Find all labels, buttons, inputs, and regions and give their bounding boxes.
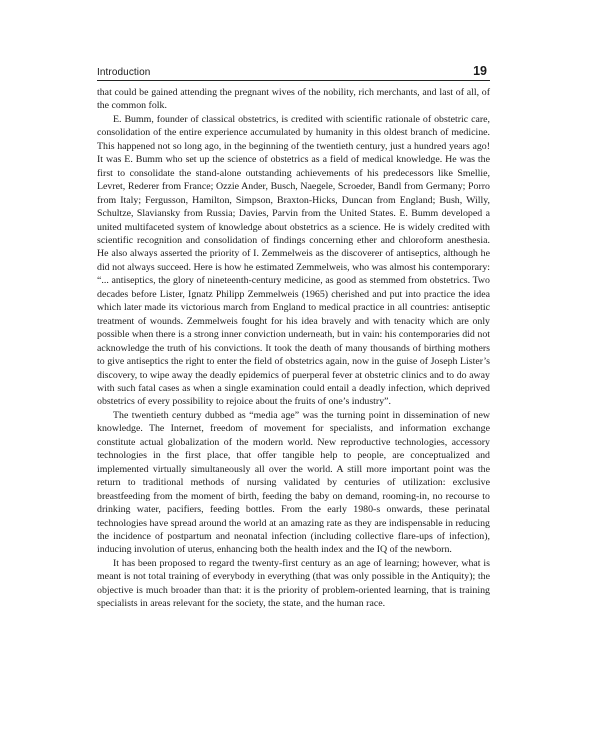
paragraph-continued: that could be gained attending the pregnant wives of the nobility, rich merchants, and last of all, of the common folk. bbox=[97, 87, 490, 112]
paragraph-media-age: The twentieth century dubbed as “media age” was the turning point in dissemination of new knowledge. The Internet, freedom of movement for specialists, and information exchange constitute actual globalization of the modern world. New reproductive technologies, accessory technologies in the first place, that offer tangible help to people, are conceptualized and implemented virtually simultaneously all over the world. A still more important point was the return to traditional methods of nursing validated by centuries of utilization: exclusive breastfeeding from the moment of birth, feeding the baby on demand, rooming-in, no recourse to drinking water, pacifiers, feeding bottles. From the early 1980-s onwards, these perinatal technologies have spread around the world at an amazing rate as they are indispensable in reducing the incidence of postpartum and neonatal infection (including collective flare-ups of infection), inducing involution of uterus, enhancing both the health index and the IQ of the newborn. bbox=[97, 409, 490, 556]
section-title: Introduction bbox=[97, 67, 151, 78]
body-text bbox=[97, 86, 490, 611]
page-number: 19 bbox=[473, 64, 487, 78]
running-header bbox=[97, 62, 490, 81]
paragraph-bumm: E. Bumm, founder of classical obstetrics, is credited with scientific rationale of obstetric care, consolidation of the entire experience accumulated by humanity in this oldest branch of medicine. This happened not so long ago, in the beginning of the twentieth century, just a hundred years ago! It was E. Bumm who set up the science of obstetrics as a field of medical knowledge. He was the first to consolidate the stand-alone outstanding achievements of his predecessors like Smellie, Levret, Rederer from France; Ozzie Ander, Busch, Naegele, Scroeder, Bandl from Germany; Porro from Italy; Fergusson, Hamilton, Simpson, Braxton-Hicks, Duncan from England; Bush, Willy, Schultze, Slaviansky from Russia; Davies, Parvin from the United States. E. Bumm developed a united multifaceted system of knowledge about obstetrics as a science. He is widely credited with scientific recognition and consolidation of findings concerning ether and chloroform anesthesia. He also always asserted the priority of I. Zemmelweis as the discoverer of antiseptics, although he did not always succeed. Here is how he estimated Zemmelweis, who was almost his contemporary: “... antiseptics, the glory of nineteenth-century medicine, as good as stemmed from obstetrics. Two decades before Lister, Ignatz Philipp Zemmelweis (1965) cherished and put into practice the idea which later made its victorious march from England to medical practice in all countries: antiseptic treatment of wounds. Zemmelweis fought for his idea bravely and with tenacity which are only possible when there is a strong inner conviction underneath, but in vain: his contemporaries did not acknowledge the truth of his convictions. It took the death of many thousands of birthing mothers to give antiseptics the right to enter the field of obstetrics again, now in the guise of Joseph Lister’s discovery, to wipe away the deadly epidemics of puerperal fever at obstetric clinics and to do away with such fatal cases as when a single examination could entail a deadly infection, which deprived obstetrics of every possibility to rejoice about the fruits of one’s industry”. bbox=[97, 113, 490, 408]
book-page bbox=[97, 62, 490, 611]
paragraph-age-of-learning: It has been proposed to regard the twenty-first century as an age of learning; however, what is meant is not total training of everybody in everything (that was only possible in the Antiquity); the objective is much broader than that: it is the priority of problem-oriented learning, that is training specialists in areas relevant for the society, the state, and the human race. bbox=[97, 557, 490, 610]
